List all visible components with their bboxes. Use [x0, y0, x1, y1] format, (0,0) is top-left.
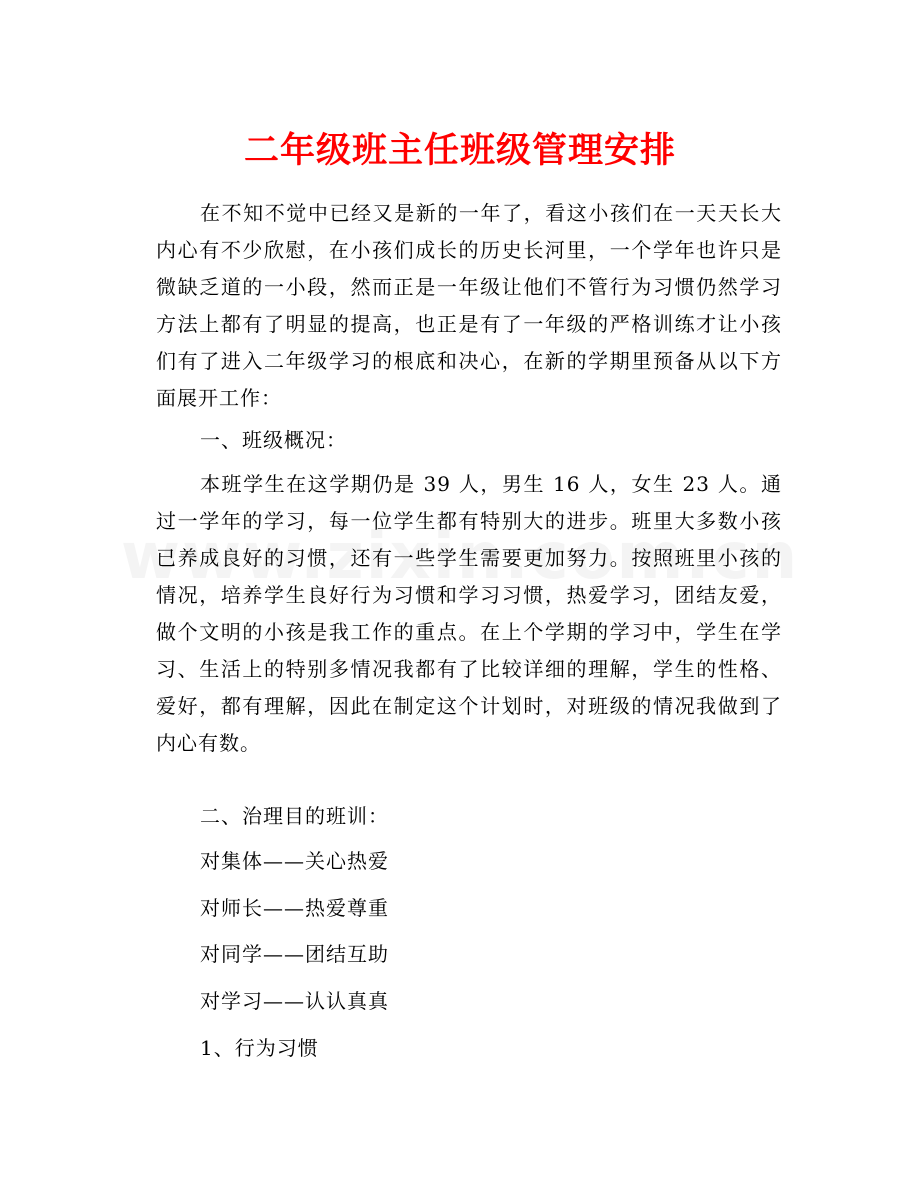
section-heading-goals: 二、治理目的班训：: [200, 804, 389, 828]
subsection-heading-behavior: 1、行为习惯: [200, 1036, 319, 1060]
document-title: 二年级班主任班级管理安排: [243, 131, 676, 171]
class-overview-paragraph: 本班学生在这学期仍是 39 人，男生 16 人，女生 23 人。通过一学年的学习，每一位学生都有特别大的进步。班里大多数小孩已养成良好的习惯，还有一些学生需要更加努力。按照班里小孩的情况，培养学生良好行为习惯和学习习惯，热爱学习，团结友爱，做个文明的小孩是我工作的重点。在上个学期的学习中，学生在学习、生活上的特别多情况我都有了比较详细的理解，学生的性格、爱好，都有理解，因此在制定这个计划时，对班级的情况我做到了内心有数。: [156, 472, 782, 755]
motto-line: 对同学——团结互助: [200, 942, 389, 966]
motto-line: 对师长——热爱尊重: [200, 896, 389, 920]
motto-line: 对集体——关心热爱: [200, 849, 389, 873]
intro-paragraph: 在不知不觉中已经又是新的一年了，看这小孩们在一天天长大内心有不少欣慰，在小孩们成长的历史长河里，一个学年也许只是微缺乏道的一小段，然而正是一年级让他们不管行为习惯仍然学习方法上都有了明显的提高，也正是有了一年级的严格训练才让小孩们有了进入二年级学习的根底和决心，在新的学期里预备从以下方面展开工作：: [156, 201, 782, 410]
motto-line: 对学习——认认真真: [200, 989, 389, 1013]
section-heading-class-overview: 一、班级概况：: [200, 428, 347, 452]
